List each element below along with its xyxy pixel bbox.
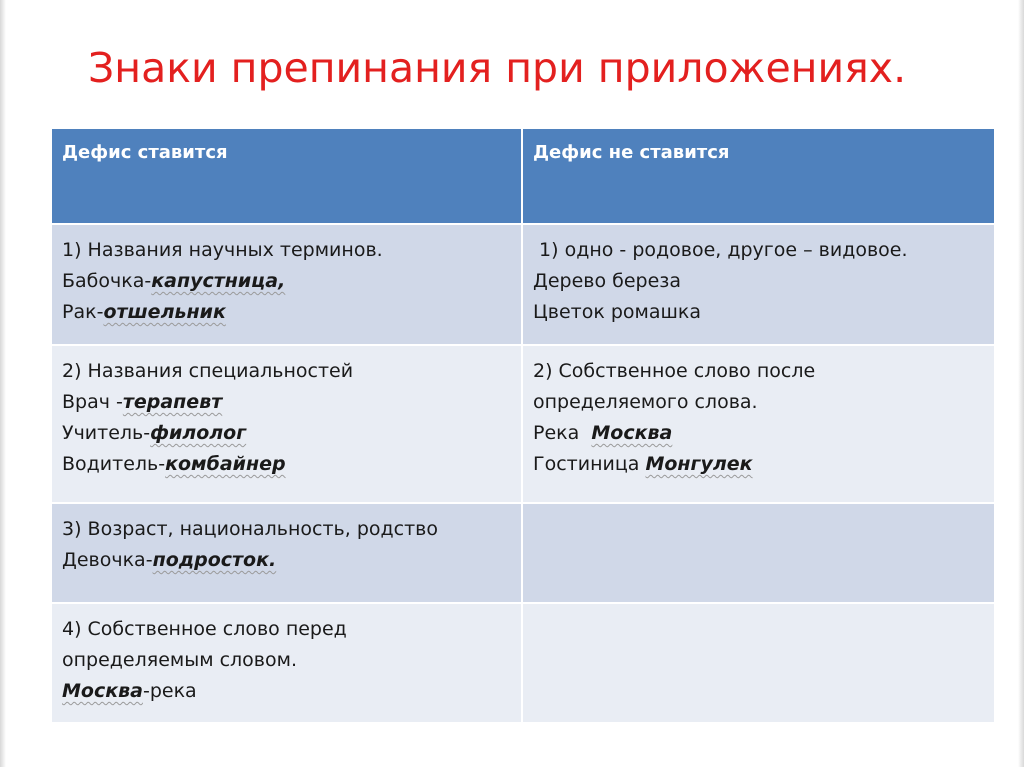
cell-hyphen-used (51, 503, 522, 603)
cell-line (62, 614, 511, 645)
cell-text: Цветок ромашка (533, 301, 702, 323)
example-word: Монгулек (645, 453, 753, 475)
cell-line (533, 449, 984, 480)
cell-hyphen-used (51, 603, 522, 723)
header-hyphen-used: Дефис ставится (51, 128, 522, 224)
cell-text: Рак- (62, 301, 104, 323)
table-row (51, 345, 995, 503)
slide-edge-right (1018, 0, 1024, 767)
table-header-row (51, 128, 995, 224)
cell-line (62, 266, 511, 297)
cell-hyphen-not-used-empty (522, 503, 995, 603)
cell-text: Гостиница (533, 453, 646, 475)
table-row (51, 224, 995, 345)
example-word: терапевт (122, 391, 223, 413)
example-word: подросток. (152, 549, 277, 571)
cell-line (62, 387, 511, 418)
cell-line (62, 645, 511, 676)
cell-text: -река (142, 680, 197, 702)
cell-text: Река (533, 422, 592, 444)
table-row (51, 603, 995, 723)
cell-text: Врач - (62, 391, 123, 413)
example-word: филолог (150, 422, 247, 444)
cell-text: Дерево береза (533, 270, 682, 292)
cell-text: определяемым словом. (62, 649, 298, 671)
cell-line (533, 266, 984, 297)
cell-text: 2) Собственное слово после (533, 360, 816, 382)
cell-text: 1) Названия научных терминов. (62, 239, 383, 261)
cell-line (533, 418, 984, 449)
cell-line (62, 545, 511, 576)
rules-table (50, 127, 996, 724)
example-word: Москва (62, 680, 143, 702)
example-word: капустница, (151, 270, 286, 292)
cell-text: 1) одно - родовое, другое – видовое. (533, 239, 908, 261)
example-word: отшельник (103, 301, 226, 323)
cell-line (62, 418, 511, 449)
cell-line (62, 449, 511, 480)
slide-edge-left (0, 0, 6, 767)
cell-line (62, 356, 511, 387)
cell-line (533, 356, 984, 387)
cell-hyphen-not-used (522, 345, 995, 503)
slide-title: Знаки препинания при приложениях. (88, 44, 907, 92)
cell-hyphen-used (51, 345, 522, 503)
cell-text: 3) Возраст, национальность, родство (62, 518, 438, 540)
cell-text: 2) Названия специальностей (62, 360, 354, 382)
cell-text: Учитель- (62, 422, 151, 444)
cell-line (533, 387, 984, 418)
cell-text: 4) Собственное слово перед (62, 618, 347, 640)
cell-hyphen-not-used-empty (522, 603, 995, 723)
table-row (51, 503, 995, 603)
cell-line (62, 235, 511, 266)
header-hyphen-not-used: Дефис не ставится (522, 128, 995, 224)
cell-text: определяемого слова. (533, 391, 758, 413)
cell-text: Водитель- (62, 453, 166, 475)
example-word: Москва (591, 422, 673, 444)
cell-hyphen-not-used (522, 224, 995, 345)
cell-line (62, 676, 511, 707)
cell-line (533, 297, 984, 328)
cell-line (62, 514, 511, 545)
cell-text: Бабочка- (62, 270, 152, 292)
cell-hyphen-used (51, 224, 522, 345)
cell-line (62, 297, 511, 328)
cell-line (533, 235, 984, 266)
cell-text: Девочка- (62, 549, 153, 571)
example-word: комбайнер (165, 453, 286, 475)
